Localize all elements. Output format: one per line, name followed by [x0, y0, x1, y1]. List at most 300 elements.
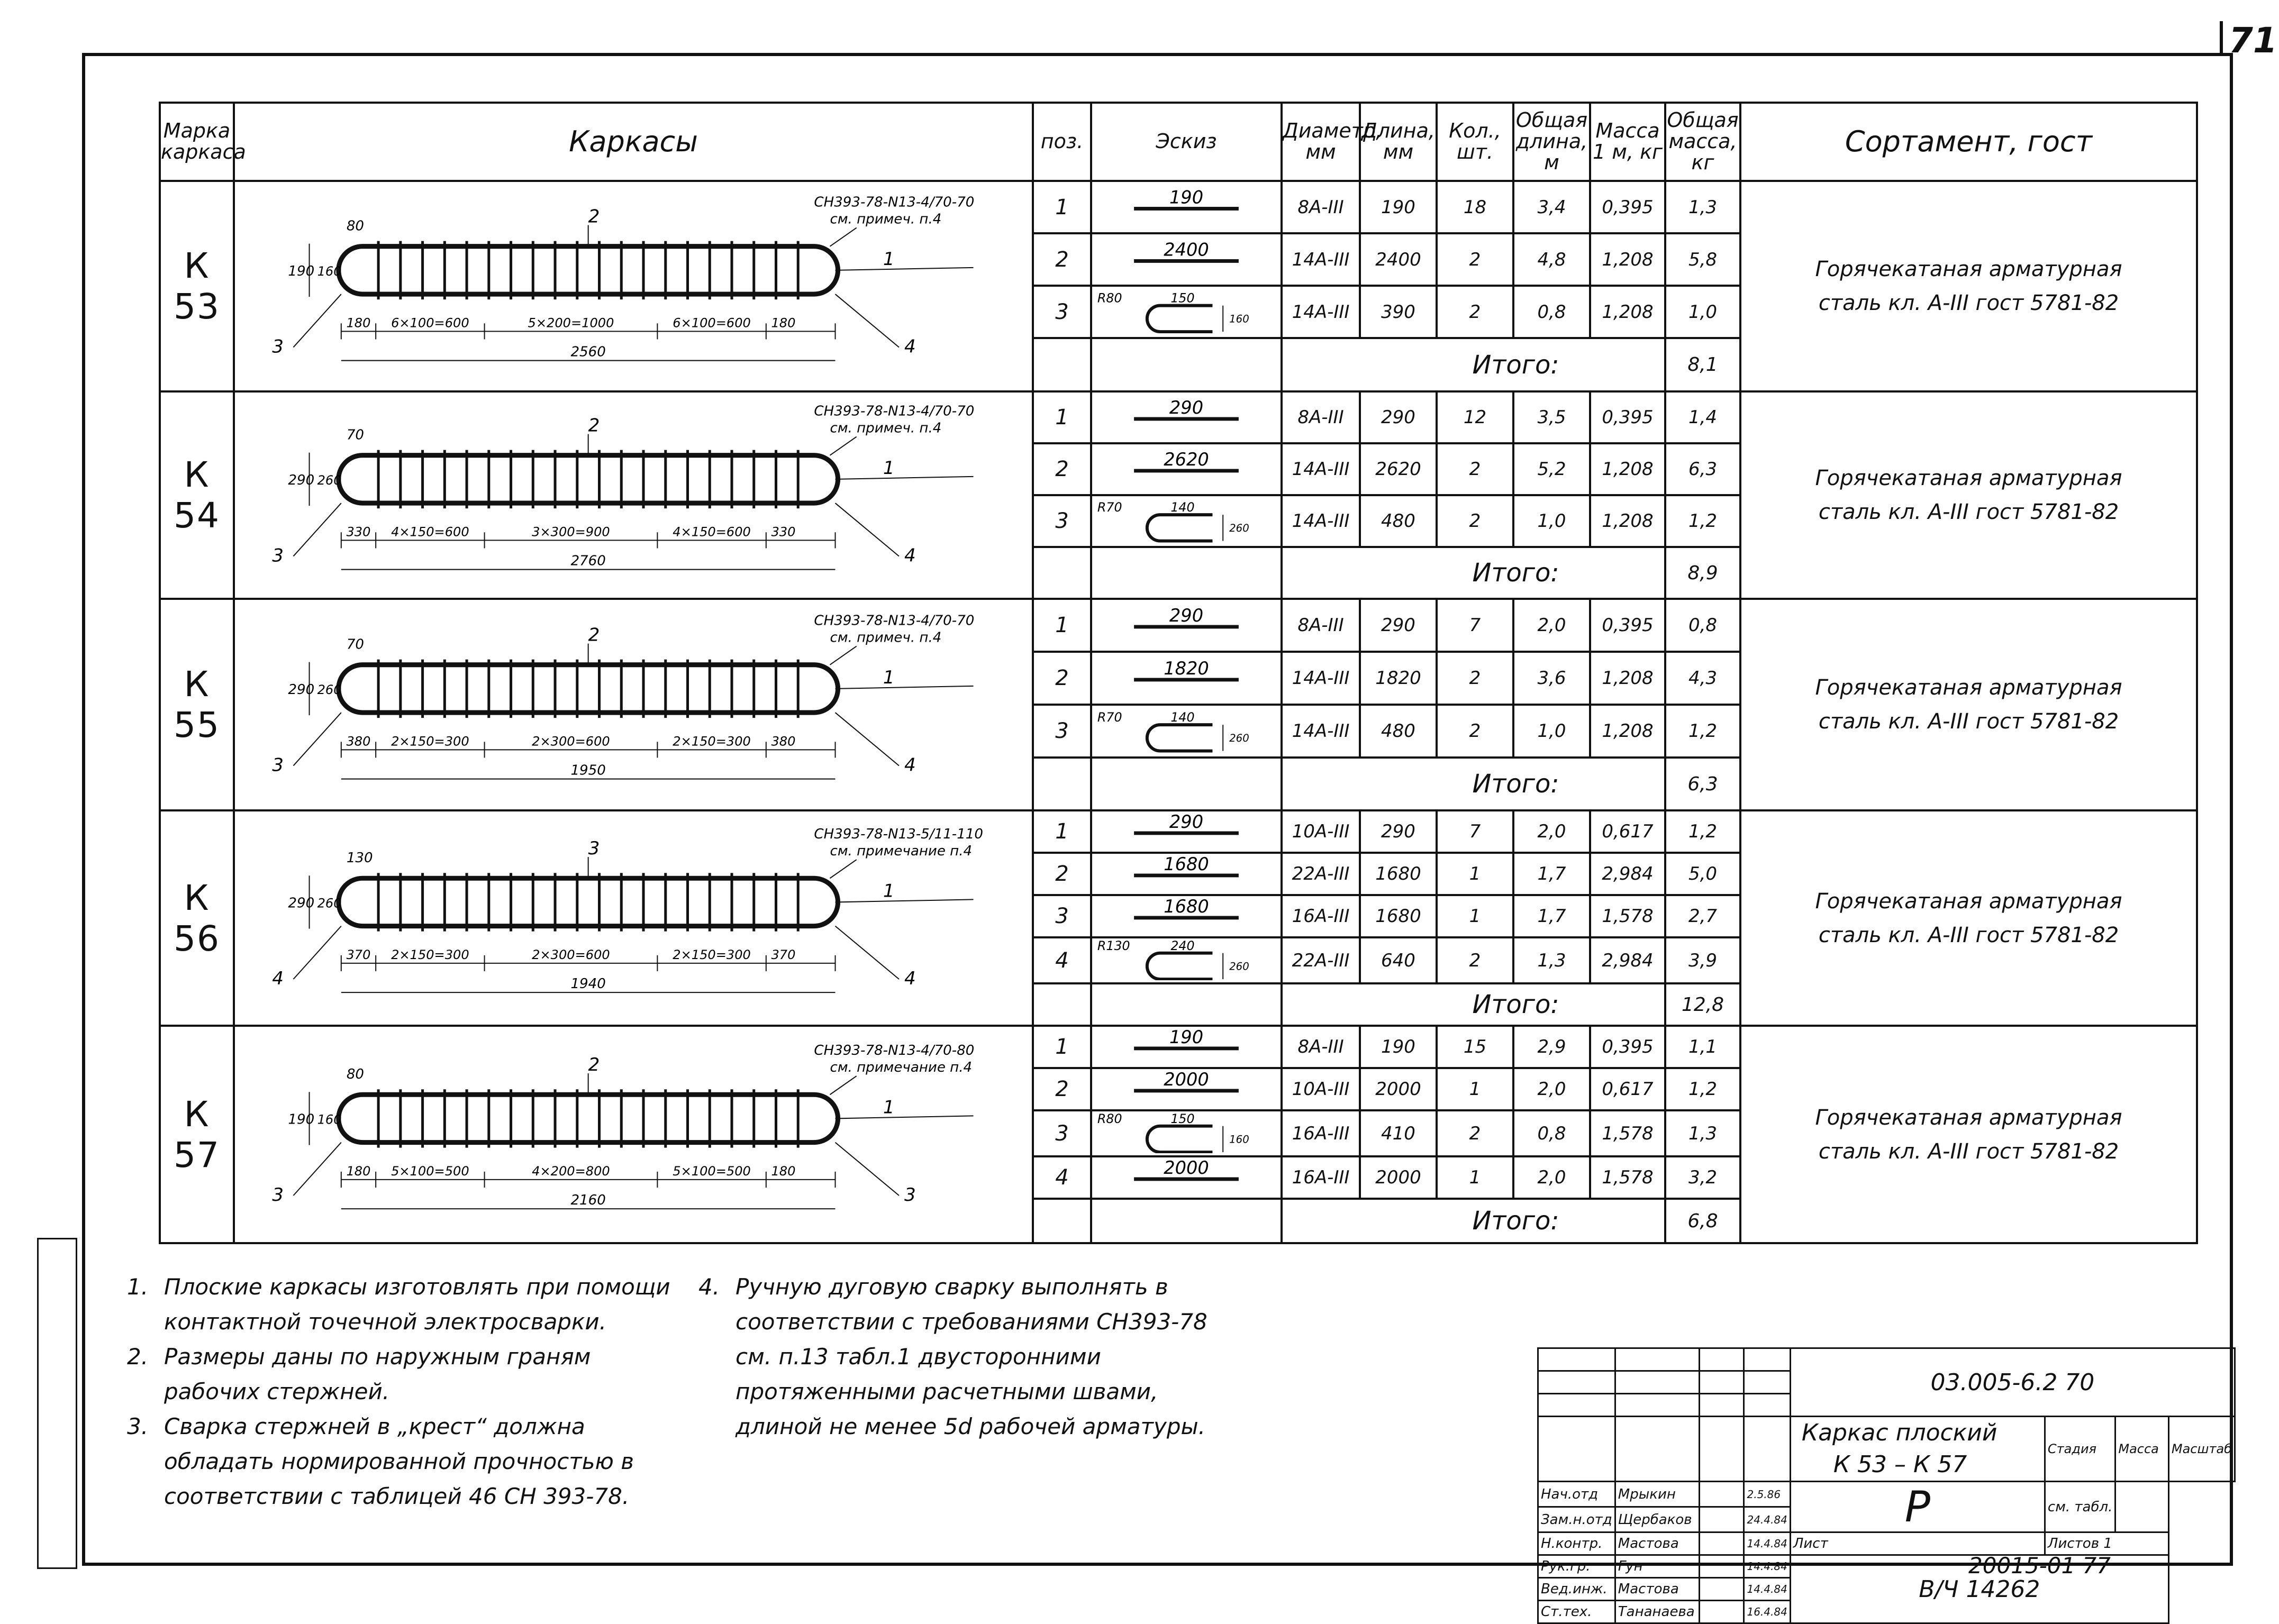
svg-text:290: 290 [1169, 397, 1204, 418]
total_len-cell: 2,0 [1513, 1156, 1590, 1199]
total_len-cell: 0,8 [1513, 1110, 1590, 1156]
len-cell: 2000 [1360, 1156, 1437, 1199]
poz-cell: 1 [1033, 599, 1091, 652]
total-cell: 1,1 [1665, 1026, 1740, 1068]
svg-text:190: 190 [288, 263, 315, 279]
svg-text:290: 290 [288, 472, 315, 488]
mass-cell: 1,208 [1590, 233, 1665, 286]
qty-cell: 7 [1437, 810, 1513, 853]
svg-text:1680: 1680 [1164, 854, 1209, 875]
total-cell: 1,3 [1665, 1110, 1740, 1156]
len-cell: 190 [1360, 1026, 1437, 1068]
mass-cell: 2,984 [1590, 853, 1665, 895]
total-cell: 6,3 [1665, 443, 1740, 495]
mass-cell: 1,208 [1590, 652, 1665, 705]
svg-text:1: 1 [883, 457, 895, 479]
total-cell: 1,2 [1665, 495, 1740, 547]
svg-text:260: 260 [1229, 960, 1249, 973]
svg-text:2760: 2760 [570, 553, 606, 569]
len-cell: 1680 [1360, 853, 1437, 895]
svg-text:3: 3 [588, 838, 600, 860]
sortament-cell: Горячекатаная арматурная сталь кл. А-III гост 5781-82 [1740, 391, 2197, 599]
len-cell: 1820 [1360, 652, 1437, 705]
frame-mark: К 53 [160, 181, 234, 391]
diam-cell: 14А-III [1282, 443, 1360, 495]
frame-drawing-cell [234, 599, 1033, 810]
svg-text:5×100=500: 5×100=500 [391, 1163, 469, 1179]
itogo-label: Итого: [1282, 338, 1665, 391]
total-cell: 3,2 [1665, 1156, 1740, 1199]
straight-bar-sketch [1092, 600, 1281, 651]
svg-text:160: 160 [1229, 1133, 1249, 1146]
total_len-cell: 5,2 [1513, 443, 1590, 495]
qty-cell: 1 [1437, 1156, 1513, 1199]
svg-text:140: 140 [1170, 500, 1195, 515]
svg-text:4: 4 [904, 968, 916, 990]
frame-drawing [235, 600, 1032, 809]
total_len-cell: 1,7 [1513, 853, 1590, 895]
svg-text:1: 1 [883, 880, 895, 902]
poz-cell: 3 [1033, 705, 1091, 758]
svg-text:R80: R80 [1097, 1111, 1122, 1126]
total_len-cell: 3,5 [1513, 391, 1590, 443]
total-cell: 1,4 [1665, 391, 1740, 443]
straight-bar-sketch [1092, 653, 1281, 704]
svg-text:260: 260 [317, 472, 342, 488]
poz-cell: 3 [1033, 286, 1091, 338]
note-item: 1. Плоские каркасы изготовлять при помощи контактной точечной электросварки. [127, 1274, 670, 1335]
diam-cell: 14А-III [1282, 705, 1360, 758]
svg-text:R80: R80 [1097, 290, 1122, 306]
massa-label: Масса [2115, 1417, 2169, 1482]
svg-text:2: 2 [588, 206, 600, 227]
svg-text:180: 180 [771, 1163, 796, 1179]
mass-cell: 1,578 [1590, 895, 1665, 937]
svg-text:290: 290 [1169, 811, 1204, 833]
svg-text:см. примеч. п.4: см. примеч. п.4 [830, 420, 942, 436]
svg-text:2620: 2620 [1164, 449, 1209, 470]
sketch-cell [1091, 495, 1282, 547]
svg-text:6×100=600: 6×100=600 [673, 315, 751, 331]
svg-text:СН393-78-N13-4/70-80: СН393-78-N13-4/70-80 [814, 1043, 975, 1059]
total_len-cell: 2,0 [1513, 599, 1590, 652]
massa-value: см. табл. [2045, 1482, 2115, 1532]
frame-mark: К 55 [160, 599, 234, 810]
mass-cell: 0,395 [1590, 391, 1665, 443]
mass-cell: 1,578 [1590, 1110, 1665, 1156]
svg-text:R70: R70 [1097, 710, 1122, 725]
svg-text:СН393-78-N13-4/70-70: СН393-78-N13-4/70-70 [814, 403, 975, 419]
diam-cell: 10А-III [1282, 1068, 1360, 1110]
diam-cell: 14А-III [1282, 233, 1360, 286]
total-cell: 2,7 [1665, 895, 1740, 937]
svg-text:см. примеч. п.4: см. примеч. п.4 [830, 629, 942, 646]
svg-text:260: 260 [1229, 732, 1249, 744]
svg-text:5×100=500: 5×100=500 [673, 1163, 751, 1179]
poz-cell: 1 [1033, 810, 1091, 853]
hook-bar-sketch [1092, 1111, 1281, 1153]
sketch-cell [1091, 1068, 1282, 1110]
straight-bar-sketch [1092, 444, 1281, 494]
svg-text:180: 180 [346, 315, 371, 331]
svg-text:1820: 1820 [1164, 658, 1209, 679]
total_len-cell: 0,8 [1513, 286, 1590, 338]
svg-text:3: 3 [272, 336, 284, 358]
poz-cell: 2 [1033, 443, 1091, 495]
hook-bar-sketch [1092, 496, 1281, 546]
svg-text:150: 150 [1170, 290, 1195, 306]
straight-bar-sketch [1092, 182, 1281, 232]
hook-bar-sketch [1092, 938, 1281, 980]
svg-text:1: 1 [883, 1097, 895, 1118]
svg-text:4: 4 [272, 968, 284, 990]
total_len-cell: 2,0 [1513, 810, 1590, 853]
sketch-cell [1091, 705, 1282, 758]
len-cell: 290 [1360, 391, 1437, 443]
notes-right [698, 1270, 1217, 1444]
svg-text:1940: 1940 [570, 976, 606, 992]
itogo-label: Итого: [1282, 983, 1665, 1026]
qty-cell: 18 [1437, 181, 1513, 233]
diam-cell: 14А-III [1282, 286, 1360, 338]
svg-text:70: 70 [346, 427, 365, 443]
svg-text:3: 3 [272, 754, 284, 776]
diam-cell: 8А-III [1282, 1026, 1360, 1068]
list-label: Лист [1790, 1532, 2045, 1555]
total-cell: 1,2 [1665, 1068, 1740, 1110]
stadia-label: Стадия [2045, 1417, 2115, 1482]
mass-cell: 1,208 [1590, 286, 1665, 338]
note-item: 4. Ручную дуговую сварку выполнять в соответствии с требованиями СН393-78 см. п.13 табл.1 двусторонними протяженными расчетными швами, длиной не менее 5d рабочей арматуры. [698, 1274, 1207, 1439]
diam-cell: 8А-III [1282, 181, 1360, 233]
spec-row [160, 599, 2197, 652]
mass-cell: 1,208 [1590, 495, 1665, 547]
svg-text:2: 2 [588, 624, 600, 646]
spec-table [159, 102, 2198, 1244]
svg-text:СН393-78-N13-5/11-110: СН393-78-N13-5/11-110 [814, 826, 984, 842]
frame-drawing-cell [234, 181, 1033, 391]
qty-cell: 1 [1437, 853, 1513, 895]
svg-text:см. примеч. п.4: см. примеч. п.4 [830, 211, 942, 227]
signature-row: Н.контр. Мастова 14.4.84 Лист Листов 1 [1538, 1532, 2235, 1555]
qty-cell: 2 [1437, 1110, 1513, 1156]
masshtab-label: Масштаб [2168, 1417, 2235, 1482]
diam-cell: 16А-III [1282, 895, 1360, 937]
spec-row [160, 391, 2197, 443]
spec-row [160, 181, 2197, 233]
qty-cell: 2 [1437, 937, 1513, 983]
hdr-obsh-massa: Общая масса, кг [1665, 103, 1740, 181]
poz-cell: 2 [1033, 1068, 1091, 1110]
hdr-sortament: Сортамент, гост [1740, 103, 2197, 181]
qty-cell: 2 [1437, 495, 1513, 547]
total-cell: 1,3 [1665, 181, 1740, 233]
straight-bar-sketch [1092, 854, 1281, 894]
sketch-cell [1091, 895, 1282, 937]
qty-cell: 1 [1437, 895, 1513, 937]
sortament-cell: Горячекатаная арматурная сталь кл. А-III гост 5781-82 [1740, 181, 2197, 391]
diam-cell: 16А-III [1282, 1110, 1360, 1156]
straight-bar-sketch [1092, 1157, 1281, 1198]
svg-text:4: 4 [904, 336, 916, 358]
svg-text:см. примечание п.4: см. примечание п.4 [830, 1060, 973, 1076]
svg-text:2×150=300: 2×150=300 [391, 734, 469, 749]
svg-text:3: 3 [904, 1184, 916, 1206]
qty-cell: 2 [1437, 443, 1513, 495]
sketch-cell [1091, 391, 1282, 443]
diam-cell: 22А-III [1282, 937, 1360, 983]
mass-cell: 1,578 [1590, 1156, 1665, 1199]
signature-row: Зам.н.отд Щербаков 24.4.84 [1538, 1507, 2235, 1532]
total_len-cell: 4,8 [1513, 233, 1590, 286]
svg-text:190: 190 [1169, 1027, 1204, 1048]
poz-cell: 1 [1033, 1026, 1091, 1068]
diam-cell: 22А-III [1282, 853, 1360, 895]
svg-text:6×100=600: 6×100=600 [391, 315, 469, 331]
hdr-kol: Кол., шт. [1437, 103, 1513, 181]
svg-text:180: 180 [771, 315, 796, 331]
sketch-cell [1091, 853, 1282, 895]
len-cell: 410 [1360, 1110, 1437, 1156]
svg-text:2000: 2000 [1164, 1069, 1209, 1090]
bottom-stamp: 20015-01 77 [1968, 1553, 2111, 1579]
total_len-cell: 3,4 [1513, 181, 1590, 233]
mass-cell: 0,617 [1590, 810, 1665, 853]
svg-text:380: 380 [346, 734, 371, 749]
hdr-dlina: Длина, мм [1360, 103, 1437, 181]
doc-title: Каркас плоский К 53 – К 57 [1790, 1417, 2045, 1482]
note-item: 2. Размеры даны по наружным граням рабочих стержней. [127, 1344, 591, 1404]
hook-bar-sketch [1092, 706, 1281, 756]
svg-text:330: 330 [346, 524, 371, 540]
len-cell: 290 [1360, 810, 1437, 853]
svg-text:160: 160 [317, 1112, 342, 1127]
poz-cell: 1 [1033, 391, 1091, 443]
frame-drawing-cell [234, 1026, 1033, 1243]
mass-cell: 1,208 [1590, 443, 1665, 495]
total-cell: 1,2 [1665, 705, 1740, 758]
poz-cell: 2 [1033, 853, 1091, 895]
frame-drawing [235, 811, 1032, 1025]
sketch-cell [1091, 810, 1282, 853]
len-cell: 640 [1360, 937, 1437, 983]
svg-text:R130: R130 [1097, 938, 1130, 953]
diam-cell: 14А-III [1282, 495, 1360, 547]
poz-cell: 4 [1033, 1156, 1091, 1199]
svg-text:370: 370 [346, 947, 371, 962]
sketch-cell [1091, 233, 1282, 286]
svg-text:240: 240 [1170, 938, 1195, 953]
svg-text:R70: R70 [1097, 500, 1122, 515]
frame-drawing [235, 393, 1032, 598]
len-cell: 2400 [1360, 233, 1437, 286]
org-code: В/Ч 14262 [1790, 1555, 2168, 1623]
frame-drawing-cell [234, 810, 1033, 1026]
poz-cell: 3 [1033, 895, 1091, 937]
svg-text:80: 80 [346, 218, 365, 234]
diam-cell: 14А-III [1282, 652, 1360, 705]
signature-row: Ст.тех. Тананаева 16.4.84 [1538, 1601, 2235, 1623]
frame-drawing-cell [234, 391, 1033, 599]
doc-code: 03.005-6.2 70 [1790, 1348, 2235, 1417]
itogo-value: 12,8 [1665, 983, 1740, 1026]
svg-text:2×300=600: 2×300=600 [532, 947, 610, 962]
total-cell: 4,3 [1665, 652, 1740, 705]
len-cell: 480 [1360, 495, 1437, 547]
straight-bar-sketch [1092, 234, 1281, 285]
hdr-poz: поз. [1033, 103, 1091, 181]
svg-text:290: 290 [288, 681, 315, 698]
total_len-cell: 1,7 [1513, 895, 1590, 937]
svg-text:4×200=800: 4×200=800 [532, 1163, 610, 1179]
total-cell: 0,8 [1665, 599, 1740, 652]
svg-text:130: 130 [346, 850, 373, 866]
stadia-value: Р [1790, 1482, 2045, 1532]
total_len-cell: 1,3 [1513, 937, 1590, 983]
svg-text:380: 380 [771, 734, 796, 749]
svg-text:290: 290 [1169, 605, 1204, 626]
svg-text:5×200=1000: 5×200=1000 [528, 315, 614, 331]
svg-text:2×150=300: 2×150=300 [391, 947, 469, 962]
svg-text:260: 260 [317, 896, 342, 911]
qty-cell: 12 [1437, 391, 1513, 443]
hook-bar-sketch [1092, 287, 1281, 337]
total-cell: 1,2 [1665, 810, 1740, 853]
sortament-cell: Горячекатаная арматурная сталь кл. А-III гост 5781-82 [1740, 810, 2197, 1026]
mass-cell: 0,395 [1590, 181, 1665, 233]
sketch-cell [1091, 1110, 1282, 1156]
page-number: 71 [2229, 20, 2277, 61]
spec-row [160, 1026, 2197, 1068]
len-cell: 1680 [1360, 895, 1437, 937]
total_len-cell: 2,9 [1513, 1026, 1590, 1068]
qty-cell: 1 [1437, 1068, 1513, 1110]
svg-text:3: 3 [272, 1184, 284, 1206]
svg-text:260: 260 [1229, 522, 1249, 534]
svg-text:1: 1 [883, 667, 895, 688]
diam-cell: 10А-III [1282, 810, 1360, 853]
itogo-value: 8,1 [1665, 338, 1740, 391]
svg-text:4: 4 [904, 754, 916, 776]
poz-cell: 2 [1033, 652, 1091, 705]
total_len-cell: 3,6 [1513, 652, 1590, 705]
svg-text:160: 160 [1229, 313, 1249, 325]
notes-left [127, 1270, 683, 1514]
svg-text:70: 70 [346, 636, 365, 653]
total-cell: 3,9 [1665, 937, 1740, 983]
straight-bar-sketch [1092, 393, 1281, 442]
sketch-cell [1091, 1156, 1282, 1199]
total_len-cell: 2,0 [1513, 1068, 1590, 1110]
note-item: 3. Сварка стержней в „крест“ должна обладать нормированной прочностью в соответствии с таблицей 46 СН 393-78. [127, 1413, 634, 1509]
total_len-cell: 1,0 [1513, 495, 1590, 547]
sketch-cell [1091, 652, 1282, 705]
svg-text:3: 3 [272, 545, 284, 567]
mass-cell: 0,395 [1590, 599, 1665, 652]
total-cell: 5,8 [1665, 233, 1740, 286]
len-cell: 480 [1360, 705, 1437, 758]
frame-mark: К 57 [160, 1026, 234, 1243]
frame-mark: К 54 [160, 391, 234, 599]
poz-cell: 3 [1033, 495, 1091, 547]
svg-text:2560: 2560 [570, 344, 606, 360]
svg-text:см. примечание п.4: см. примечание п.4 [830, 843, 973, 860]
svg-text:290: 290 [288, 895, 315, 911]
signature-row: Нач.отд Мрыкин 2.5.86 Р см. табл. [1538, 1482, 2235, 1507]
sketch-cell [1091, 443, 1282, 495]
qty-cell: 2 [1437, 652, 1513, 705]
qty-cell: 7 [1437, 599, 1513, 652]
frame-mark: К 56 [160, 810, 234, 1026]
straight-bar-sketch [1092, 1027, 1281, 1067]
len-cell: 2620 [1360, 443, 1437, 495]
svg-text:4: 4 [904, 545, 916, 567]
sketch-cell [1091, 1026, 1282, 1068]
total_len-cell: 1,0 [1513, 705, 1590, 758]
spec-row [160, 810, 2197, 853]
sortament-cell: Горячекатаная арматурная сталь кл. А-III гост 5781-82 [1740, 1026, 2197, 1243]
hdr-obsh-dlina: Общая длина, м [1513, 103, 1590, 181]
poz-cell: 3 [1033, 1110, 1091, 1156]
svg-text:2: 2 [588, 1054, 600, 1076]
len-cell: 390 [1360, 286, 1437, 338]
svg-text:1: 1 [883, 248, 895, 270]
qty-cell: 2 [1437, 705, 1513, 758]
itogo-label: Итого: [1282, 547, 1665, 599]
itogo-label: Итого: [1282, 758, 1665, 810]
svg-text:2000: 2000 [1164, 1157, 1209, 1179]
svg-text:СН393-78-N13-4/70-70: СН393-78-N13-4/70-70 [814, 194, 975, 211]
sketch-cell [1091, 286, 1282, 338]
frame-drawing [235, 182, 1032, 390]
len-cell: 290 [1360, 599, 1437, 652]
svg-text:370: 370 [771, 947, 796, 962]
diam-cell: 8А-III [1282, 599, 1360, 652]
diam-cell: 8А-III [1282, 391, 1360, 443]
hdr-karkasy: Каркасы [234, 103, 1033, 181]
svg-text:330: 330 [771, 524, 796, 540]
svg-text:1950: 1950 [570, 762, 606, 779]
straight-bar-sketch [1092, 811, 1281, 852]
straight-bar-sketch [1092, 1069, 1281, 1109]
signature-row: Вед.инж. Мастова 14.4.84 [1538, 1578, 2235, 1601]
poz-cell: 2 [1033, 233, 1091, 286]
sketch-cell [1091, 181, 1282, 233]
sketch-cell [1091, 599, 1282, 652]
svg-text:80: 80 [346, 1066, 365, 1083]
svg-text:190: 190 [1169, 187, 1204, 208]
svg-text:180: 180 [346, 1163, 371, 1179]
svg-text:4×150=600: 4×150=600 [673, 524, 751, 540]
mass-cell: 2,984 [1590, 937, 1665, 983]
svg-text:2×300=600: 2×300=600 [532, 734, 610, 749]
svg-text:2×150=300: 2×150=300 [673, 947, 751, 962]
sortament-cell: Горячекатаная арматурная сталь кл. А-III гост 5781-82 [1740, 599, 2197, 810]
svg-text:190: 190 [288, 1111, 315, 1128]
svg-text:СН393-78-N13-4/70-70: СН393-78-N13-4/70-70 [814, 613, 975, 629]
hdr-massa: Масса 1 м, кг [1590, 103, 1665, 181]
diam-cell: 16А-III [1282, 1156, 1360, 1199]
qty-cell: 2 [1437, 286, 1513, 338]
svg-text:140: 140 [1170, 710, 1195, 725]
straight-bar-sketch [1092, 896, 1281, 936]
sketch-cell [1091, 937, 1282, 983]
svg-text:2160: 2160 [570, 1192, 606, 1209]
itogo-value: 8,9 [1665, 547, 1740, 599]
mass-cell: 0,395 [1590, 1026, 1665, 1068]
len-cell: 2000 [1360, 1068, 1437, 1110]
svg-text:2400: 2400 [1164, 239, 1209, 260]
